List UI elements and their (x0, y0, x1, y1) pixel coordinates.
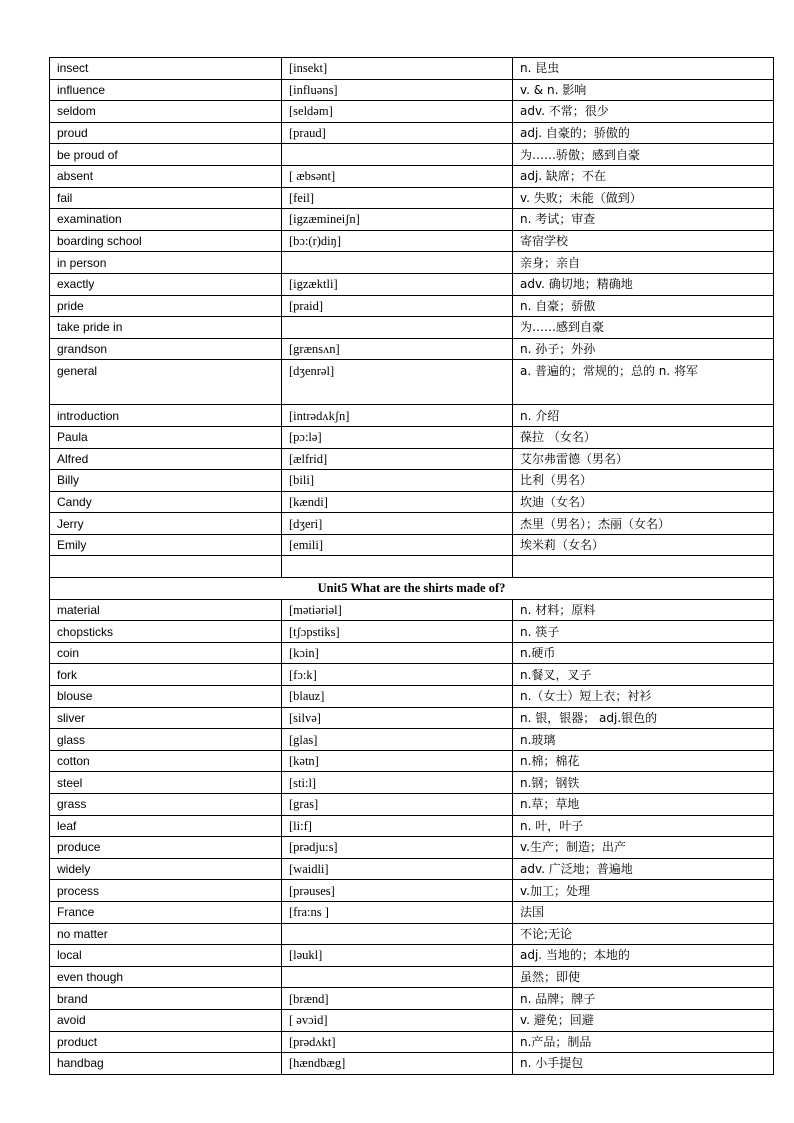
meaning-cell: v.生产；制造；出产 (513, 837, 774, 859)
meaning-cell: n. 孙子；外孙 (513, 338, 774, 360)
phonetic-cell: [insekt] (282, 58, 513, 80)
phonetic-cell: [gras] (282, 794, 513, 816)
vocab-row (50, 338, 774, 360)
phonetic-cell: [dʒeri] (282, 513, 513, 535)
word-cell: Candy (50, 491, 282, 513)
vocab-row (50, 750, 774, 772)
meaning-cell: v. & n. 影响 (513, 79, 774, 101)
vocabulary-table (49, 57, 774, 1075)
meaning-cell: adj. 缺席；不在 (513, 165, 774, 187)
phonetic-cell (282, 923, 513, 945)
vocab-row (50, 58, 774, 80)
meaning-cell: 为……感到自豪 (513, 317, 774, 339)
meaning-cell: 葆拉 （女名） (513, 426, 774, 448)
word-cell: brand (50, 988, 282, 1010)
meaning-cell: 寄宿学校 (513, 230, 774, 252)
vocab-row (50, 187, 774, 209)
phonetic-cell: [prədju:s] (282, 837, 513, 859)
vocab-row (50, 923, 774, 945)
vocab-row (50, 230, 774, 252)
vocab-row (50, 1009, 774, 1031)
word-cell: handbag (50, 1053, 282, 1075)
word-cell: fork (50, 664, 282, 686)
meaning-cell: n. 叶，叶子 (513, 815, 774, 837)
word-cell: absent (50, 165, 282, 187)
meaning-cell: adj. 当地的；本地的 (513, 945, 774, 967)
vocab-row (50, 101, 774, 123)
phonetic-cell: [blauz] (282, 686, 513, 708)
phonetic-cell: [ælfrid] (282, 448, 513, 470)
meaning-cell: n. 银，银器； adj.银色的 (513, 707, 774, 729)
vocab-row (50, 360, 774, 405)
vocab-row (50, 901, 774, 923)
phonetic-cell (282, 317, 513, 339)
word-cell: take pride in (50, 317, 282, 339)
word-cell: Emily (50, 534, 282, 556)
phonetic-cell: [tʃɔpstiks] (282, 621, 513, 643)
vocab-row (50, 772, 774, 794)
phonetic-cell: [seldəm] (282, 101, 513, 123)
word-cell: in person (50, 252, 282, 274)
word-cell: seldom (50, 101, 282, 123)
word-cell: chopsticks (50, 621, 282, 643)
vocab-row (50, 470, 774, 492)
word-cell: steel (50, 772, 282, 794)
vocab-row (50, 491, 774, 513)
vocab-row (50, 165, 774, 187)
meaning-cell: adv. 不常；很少 (513, 101, 774, 123)
meaning-cell: n. 筷子 (513, 621, 774, 643)
word-cell: Billy (50, 470, 282, 492)
word-cell: influence (50, 79, 282, 101)
meaning-cell: v. 失败；未能（做到） (513, 187, 774, 209)
word-cell: introduction (50, 405, 282, 427)
phonetic-cell: [glas] (282, 729, 513, 751)
meaning-cell: n. 品牌；牌子 (513, 988, 774, 1010)
phonetic-cell: [li:f] (282, 815, 513, 837)
meaning-cell: n.产品；制品 (513, 1031, 774, 1053)
phonetic-cell: [hændbæg] (282, 1053, 513, 1075)
word-cell: boarding school (50, 230, 282, 252)
meaning-cell: n.（女士）短上衣；衬衫 (513, 686, 774, 708)
vocab-row (50, 815, 774, 837)
phonetic-cell: [ləukl] (282, 945, 513, 967)
vocab-row (50, 448, 774, 470)
blank-cell (50, 556, 282, 578)
meaning-cell: 为……骄傲；感到自豪 (513, 144, 774, 166)
meaning-cell: 杰里（男名）；杰丽（女名） (513, 513, 774, 535)
phonetic-cell: [pɔ:lə] (282, 426, 513, 448)
meaning-cell: 法国 (513, 901, 774, 923)
meaning-cell: n. 自豪；骄傲 (513, 295, 774, 317)
phonetic-cell: [sti:l] (282, 772, 513, 794)
word-cell: cotton (50, 750, 282, 772)
phonetic-cell: [prəuses] (282, 880, 513, 902)
word-cell: widely (50, 858, 282, 880)
word-cell: material (50, 599, 282, 621)
vocab-row (50, 1031, 774, 1053)
phonetic-cell: [praud] (282, 122, 513, 144)
phonetic-cell: [brænd] (282, 988, 513, 1010)
phonetic-cell: [ əvɔid] (282, 1009, 513, 1031)
vocab-row (50, 295, 774, 317)
word-cell: leaf (50, 815, 282, 837)
meaning-cell: 比利（男名） (513, 470, 774, 492)
vocab-row (50, 209, 774, 231)
phonetic-cell: [kətn] (282, 750, 513, 772)
word-cell: even though (50, 966, 282, 988)
vocabulary-table-body (50, 58, 774, 1075)
meaning-cell: adv. 确切地；精确地 (513, 273, 774, 295)
phonetic-cell: [dʒenrəl] (282, 360, 513, 405)
word-cell: grandson (50, 338, 282, 360)
word-cell: examination (50, 209, 282, 231)
phonetic-cell: [influəns] (282, 79, 513, 101)
vocab-row (50, 426, 774, 448)
meaning-cell: n. 考试；审查 (513, 209, 774, 231)
word-cell: local (50, 945, 282, 967)
meaning-cell: n. 小手提包 (513, 1053, 774, 1075)
vocab-row (50, 79, 774, 101)
vocab-row (50, 534, 774, 556)
unit-title: Unit5 What are the shirts made of? (50, 578, 774, 600)
word-cell: glass (50, 729, 282, 751)
meaning-cell: v.加工；处理 (513, 880, 774, 902)
meaning-cell: 不论;无论 (513, 923, 774, 945)
phonetic-cell: [prədʌkt] (282, 1031, 513, 1053)
vocab-row (50, 317, 774, 339)
vocab-row (50, 837, 774, 859)
phonetic-cell: [bɔ:(r)diŋ] (282, 230, 513, 252)
meaning-cell: n.硬币 (513, 642, 774, 664)
phonetic-cell (282, 966, 513, 988)
word-cell: Jerry (50, 513, 282, 535)
meaning-cell: 亲身；亲自 (513, 252, 774, 274)
word-cell: fail (50, 187, 282, 209)
meaning-cell: n.棉；棉花 (513, 750, 774, 772)
word-cell: insect (50, 58, 282, 80)
vocab-row (50, 966, 774, 988)
vocab-row (50, 664, 774, 686)
word-cell: avoid (50, 1009, 282, 1031)
vocab-row (50, 858, 774, 880)
meaning-cell: v. 避免；回避 (513, 1009, 774, 1031)
blank-row (50, 556, 774, 578)
vocab-row (50, 599, 774, 621)
vocab-row (50, 794, 774, 816)
meaning-cell: n.餐叉，叉子 (513, 664, 774, 686)
meaning-cell: n. 昆虫 (513, 58, 774, 80)
word-cell: product (50, 1031, 282, 1053)
vocab-row (50, 273, 774, 295)
phonetic-cell: [ æbsənt] (282, 165, 513, 187)
phonetic-cell: [fɔ:k] (282, 664, 513, 686)
word-cell: sliver (50, 707, 282, 729)
vocab-row (50, 513, 774, 535)
vocab-row (50, 122, 774, 144)
vocab-row (50, 686, 774, 708)
word-cell: produce (50, 837, 282, 859)
meaning-cell: n. 介绍 (513, 405, 774, 427)
phonetic-cell (282, 144, 513, 166)
vocab-row (50, 945, 774, 967)
meaning-cell: n.草；草地 (513, 794, 774, 816)
phonetic-cell (282, 252, 513, 274)
vocab-row (50, 988, 774, 1010)
meaning-cell: adj. 自豪的；骄傲的 (513, 122, 774, 144)
unit-heading-row (50, 578, 774, 600)
phonetic-cell: [igzæktli] (282, 273, 513, 295)
word-cell: exactly (50, 273, 282, 295)
word-cell: pride (50, 295, 282, 317)
word-cell: be proud of (50, 144, 282, 166)
phonetic-cell: [waidli] (282, 858, 513, 880)
vocab-row (50, 621, 774, 643)
word-cell: process (50, 880, 282, 902)
meaning-cell: n. 材料；原料 (513, 599, 774, 621)
phonetic-cell: [feil] (282, 187, 513, 209)
meaning-cell: adv. 广泛地；普遍地 (513, 858, 774, 880)
phonetic-cell: [igzæmineiʃn] (282, 209, 513, 231)
meaning-cell: 虽然；即使 (513, 966, 774, 988)
vocab-row (50, 880, 774, 902)
phonetic-cell: [grænsʌn] (282, 338, 513, 360)
vocab-row (50, 252, 774, 274)
meaning-cell: 艾尔弗雷德（男名） (513, 448, 774, 470)
phonetic-cell: [fra:ns ] (282, 901, 513, 923)
phonetic-cell: [kændi] (282, 491, 513, 513)
vocab-row (50, 729, 774, 751)
meaning-cell: n.玻璃 (513, 729, 774, 751)
word-cell: general (50, 360, 282, 405)
meaning-cell: n.钢；钢铁 (513, 772, 774, 794)
phonetic-cell: [mətiəriəl] (282, 599, 513, 621)
meaning-cell: 埃米莉（女名） (513, 534, 774, 556)
word-cell: Paula (50, 426, 282, 448)
phonetic-cell: [intrədʌkʃn] (282, 405, 513, 427)
phonetic-cell: [silvə] (282, 707, 513, 729)
word-cell: grass (50, 794, 282, 816)
word-cell: proud (50, 122, 282, 144)
vocab-row (50, 707, 774, 729)
blank-cell (513, 556, 774, 578)
word-cell: coin (50, 642, 282, 664)
word-cell: Alfred (50, 448, 282, 470)
word-cell: France (50, 901, 282, 923)
word-cell: no matter (50, 923, 282, 945)
word-cell: blouse (50, 686, 282, 708)
vocab-row (50, 144, 774, 166)
phonetic-cell: [bili] (282, 470, 513, 492)
phonetic-cell: [kɔin] (282, 642, 513, 664)
vocab-row (50, 642, 774, 664)
phonetic-cell: [emili] (282, 534, 513, 556)
blank-cell (282, 556, 513, 578)
meaning-cell: a. 普遍的；常规的；总的 n. 将军 (513, 360, 774, 405)
vocab-row (50, 405, 774, 427)
meaning-cell: 坎迪（女名） (513, 491, 774, 513)
vocab-row (50, 1053, 774, 1075)
phonetic-cell: [praid] (282, 295, 513, 317)
